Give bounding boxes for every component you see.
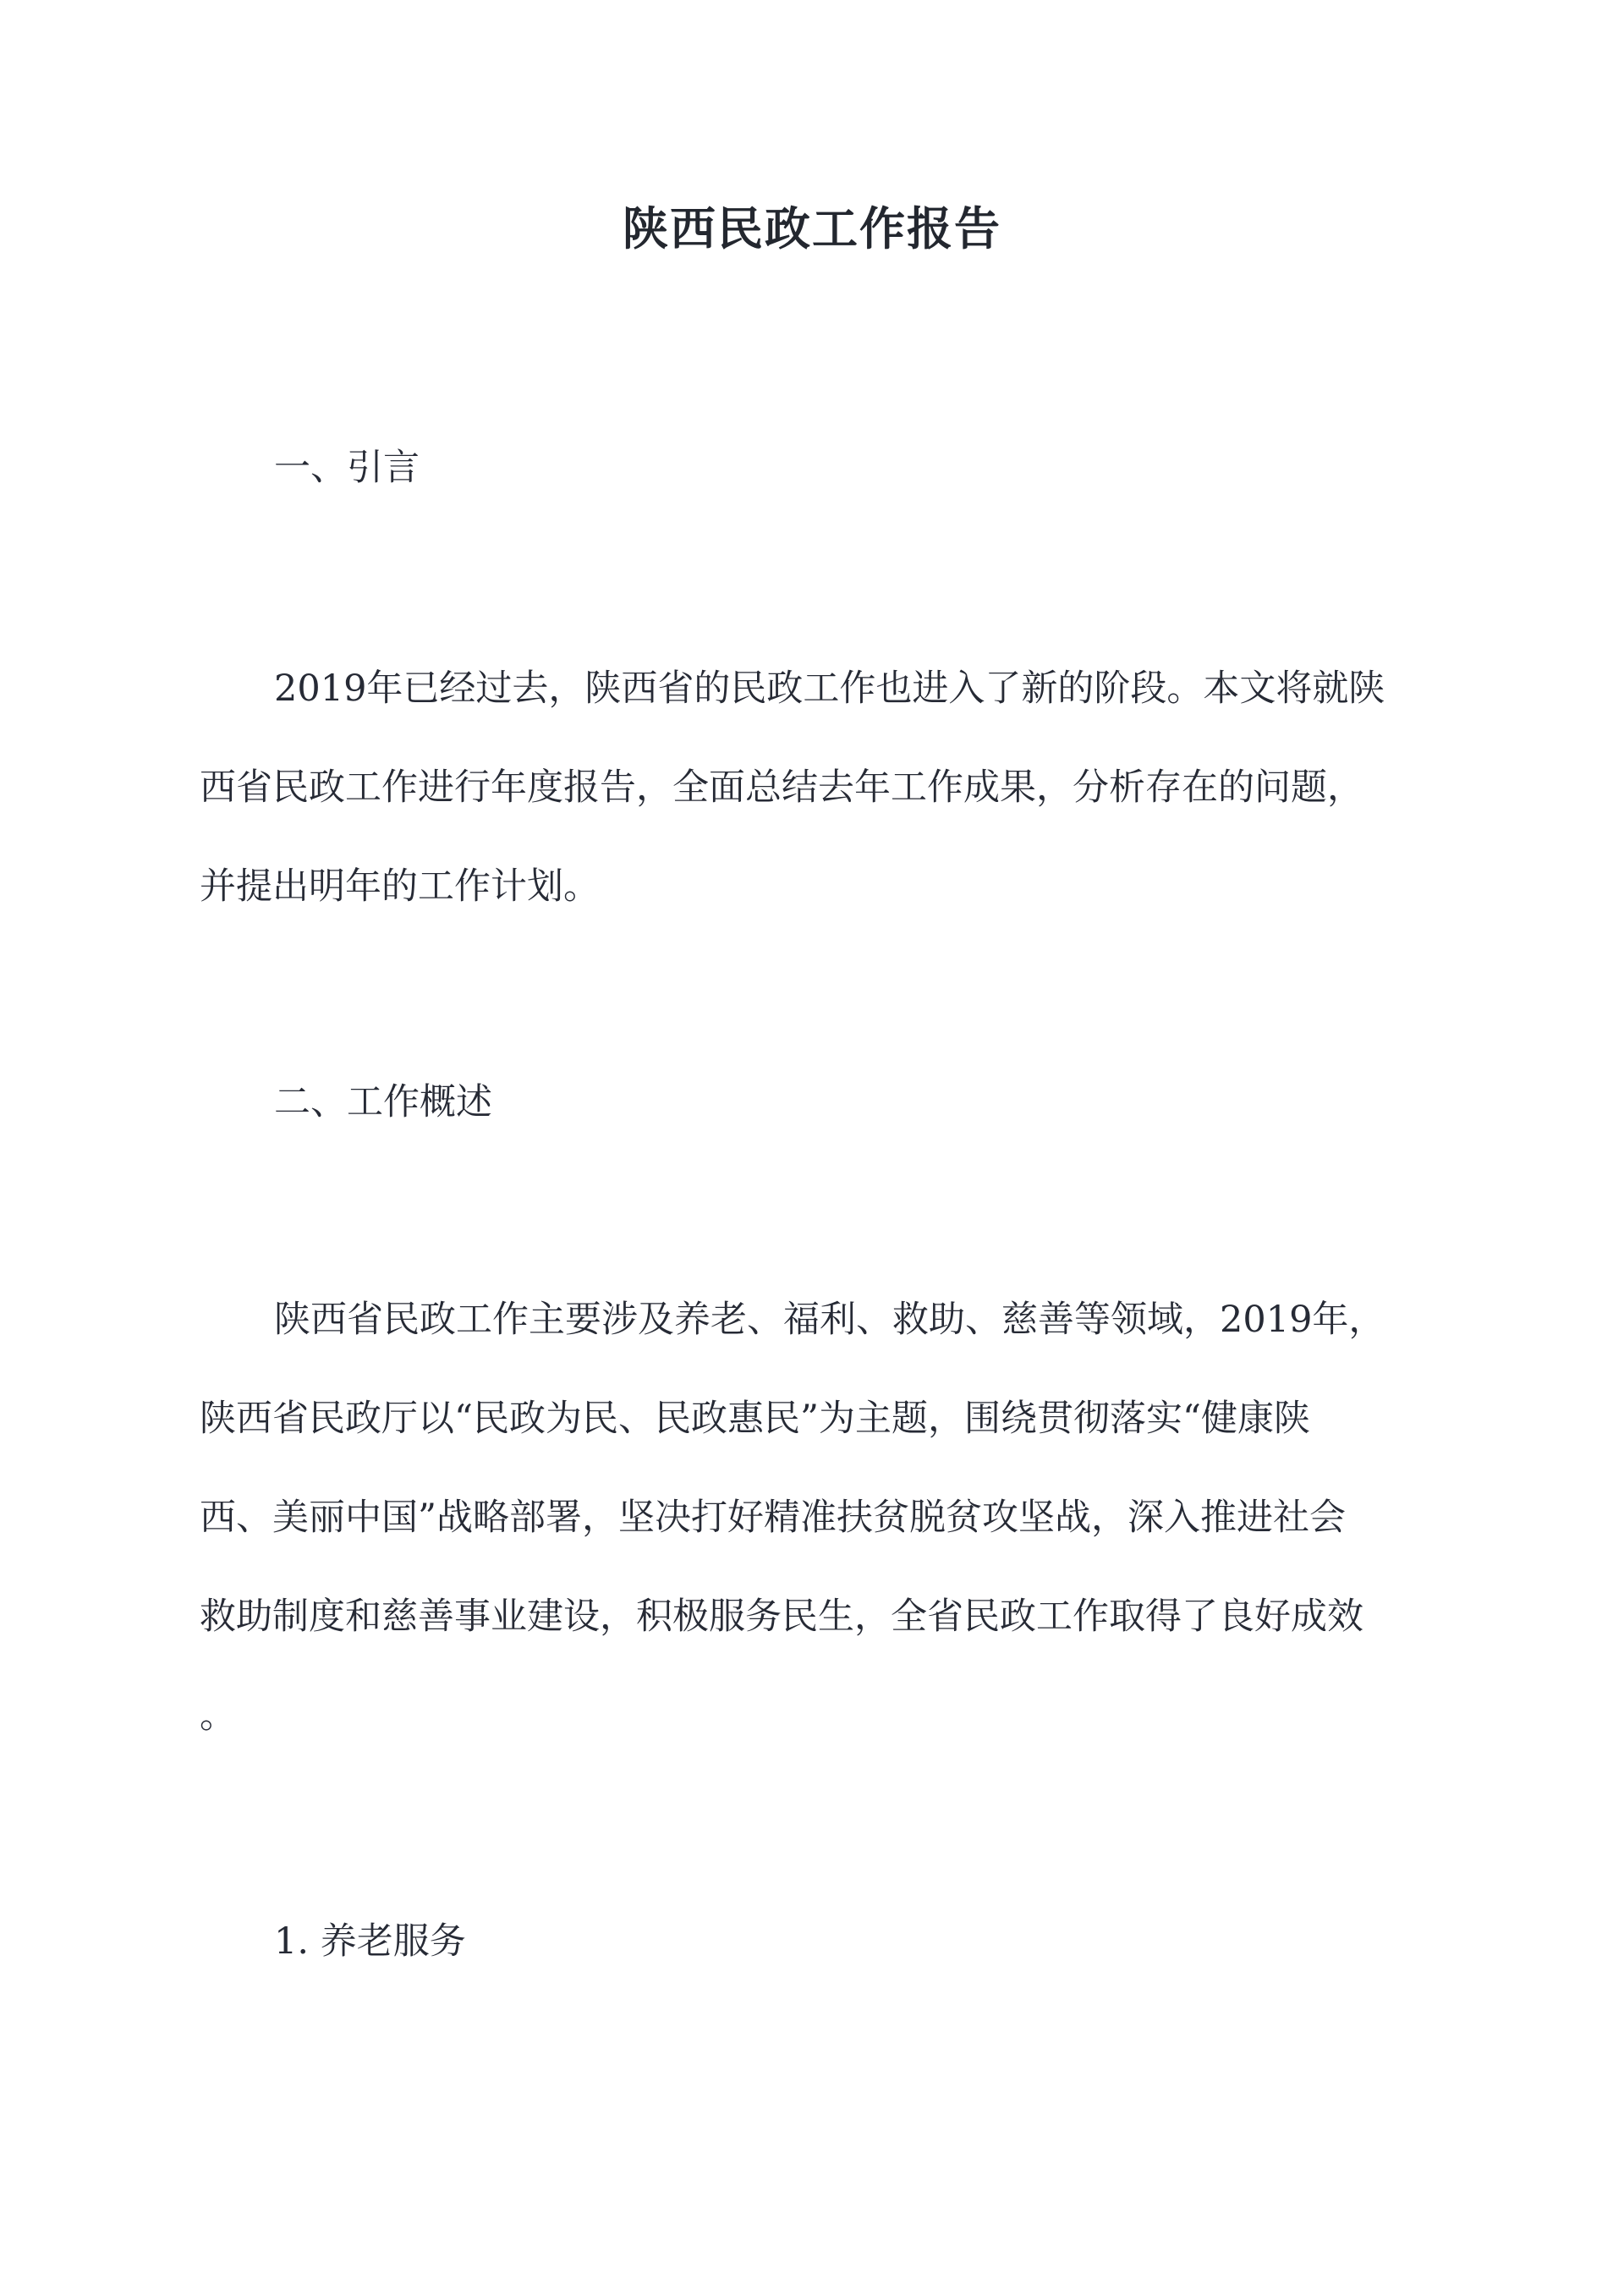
paragraph-line: 西省民政工作进行年度报告，全面总结去年工作成果，分析存在的问题， [200,766,1363,809]
paragraph-line: 2019年已经过去，陕西省的民政工作也进入了新的阶段。本文将就陕 [274,667,1385,710]
paragraph-introduction [200,640,1426,937]
subsection-heading-elderly-care: 1. 养老服务 [274,1920,466,1963]
section-heading-overview: 二、工作概述 [274,1081,492,1123]
paragraph-line: 西、美丽中国”战略部署，坚决打好精准扶贫脱贫攻坚战，深入推进社会 [200,1497,1346,1539]
document-title: 陕西民政工作报告 [623,201,1001,255]
section-heading-introduction: 一、引言 [274,447,420,489]
paragraph-line: 。 [200,1695,236,1737]
paragraph-line: 陕西省民政工作主要涉及养老、福利、救助、慈善等领域，2019年， [274,1299,1385,1341]
paragraph-line: 陕西省民政厅以“民政为民、民政惠民”为主题，围绕贯彻落实“健康陕 [200,1398,1310,1440]
paragraph-line: 并提出明年的工作计划。 [200,865,600,908]
paragraph-overview [200,1271,1426,1766]
paragraph-line: 救助制度和慈善事业建设，积极服务民生，全省民政工作取得了良好成效 [200,1596,1363,1638]
